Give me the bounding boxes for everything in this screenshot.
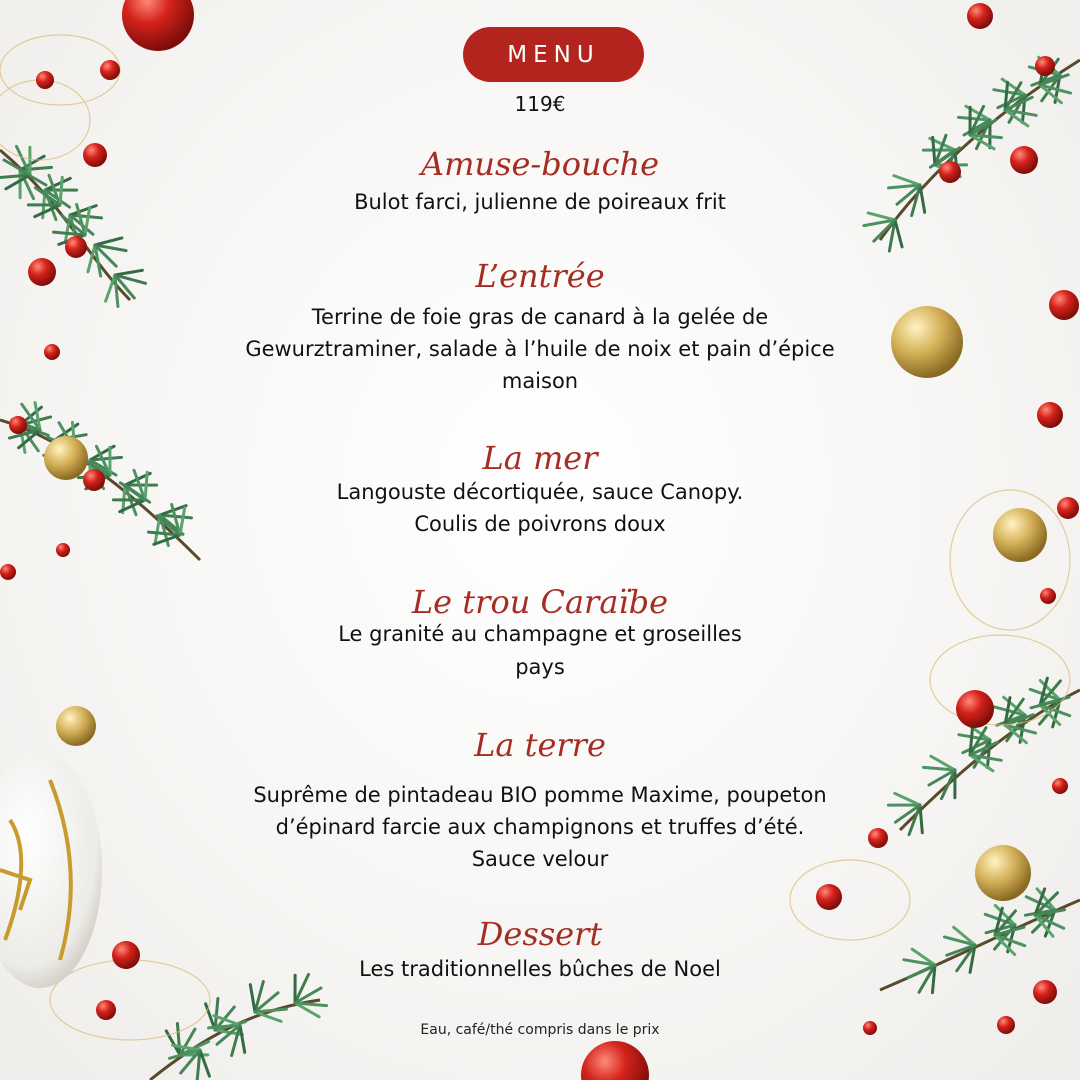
- section-heading-la-terre: La terre: [474, 726, 606, 764]
- dish-line: Le granité au champagne et groseilles: [338, 622, 742, 646]
- dish-line: maison: [501, 369, 579, 393]
- section-heading-amuse-bouche: Amuse-bouche: [420, 145, 660, 183]
- dish-line: Sauce velour: [471, 847, 609, 871]
- dish-line: Suprême de pintadeau BIO pomme Maxime, poupeton: [253, 783, 827, 807]
- section-heading-la-mer: La mer: [482, 439, 598, 477]
- dish-line: Bulot farci, julienne de poireaux frit: [354, 190, 726, 214]
- dish-line: Gewurztraminer, salade à l’huile de noix et pain d’épice: [245, 337, 835, 361]
- price-includes-note: Eau, café/thé compris dans le prix: [420, 1022, 660, 1038]
- section-heading-dessert: Dessert: [477, 915, 603, 953]
- menu-title-badge: MENU: [463, 27, 644, 82]
- section-heading-entree: L’entrée: [475, 257, 605, 295]
- dish-line: pays: [515, 655, 565, 679]
- section-heading-trou-caraibe: Le trou Caraïbe: [411, 583, 669, 621]
- dish-line: Langouste décortiquée, sauce Canopy.: [336, 480, 744, 504]
- menu-price: 119€: [514, 92, 566, 116]
- dish-line: d’épinard farcie aux champignons et truffes d’été.: [275, 815, 805, 839]
- dish-line: Terrine de foie gras de canard à la gelée de: [311, 305, 769, 329]
- dish-line: Les traditionnelles bûches de Noel: [359, 957, 721, 981]
- dish-line: Coulis de poivrons doux: [414, 512, 666, 536]
